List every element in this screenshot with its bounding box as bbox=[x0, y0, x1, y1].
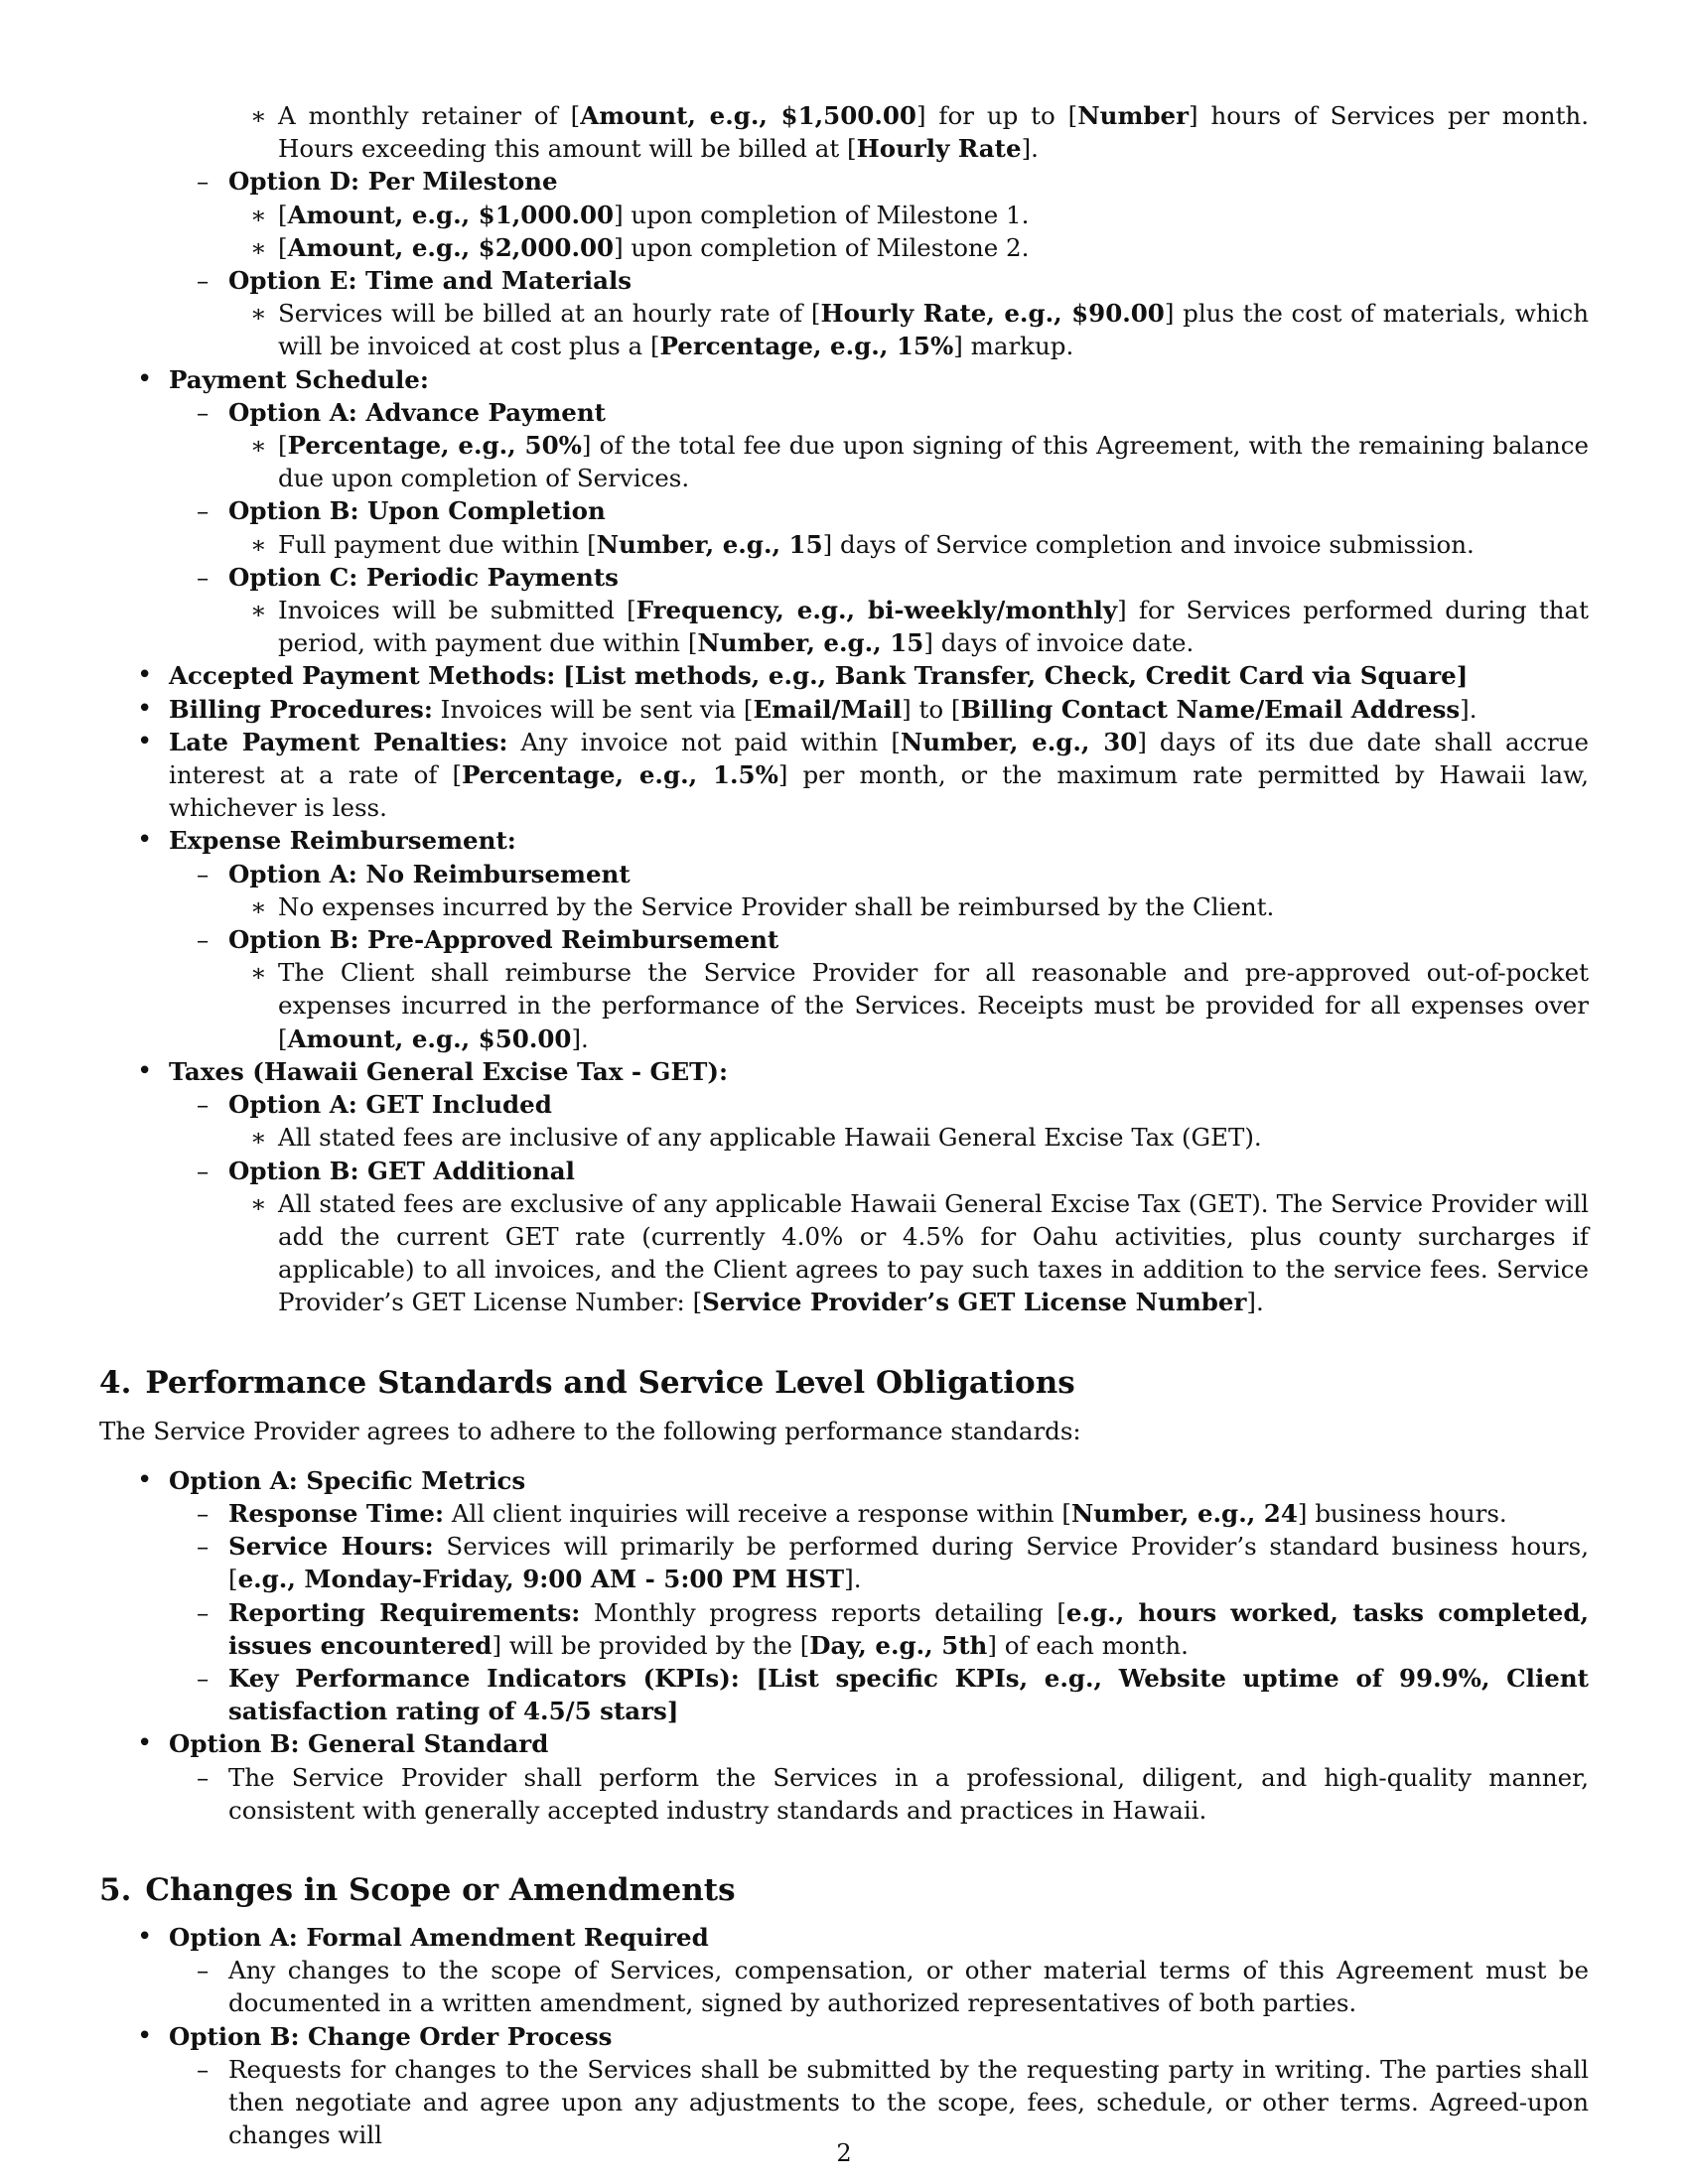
perf-option-b-text bbox=[169, 1761, 1589, 1827]
billing-via: Email/Mail bbox=[753, 694, 903, 724]
perf-option-a bbox=[99, 1464, 1589, 1728]
tax-option-b-title: Option B: GET Additional bbox=[228, 1156, 575, 1185]
payment-methods-value: [List methods, e.g., Bank Transfer, Check, Credit Card via Square] bbox=[563, 661, 1469, 691]
late-payment-label: Late Payment Penalties: bbox=[169, 727, 508, 756]
section-4-intro: The Service Provider agrees to adhere to the following performance standards: bbox=[99, 1416, 1081, 1445]
section-4-heading bbox=[99, 1363, 1589, 1403]
service-hours-text: Services will primarily be performed during Service Provider’s standard business hours, [ bbox=[228, 1532, 1589, 1594]
amend-option-b-title: Option B: Change Order Process bbox=[169, 2021, 613, 2051]
expense-item bbox=[99, 824, 1589, 1054]
section-5-number: 5. bbox=[99, 1871, 132, 1908]
expense-option-b bbox=[169, 923, 1589, 1055]
response-time-text: ] business hours. bbox=[1297, 1498, 1507, 1528]
tm-text: Services will be billed at an hourly rate of [ bbox=[278, 299, 821, 329]
amend-option-a-title: Option A: Formal Amendment Required bbox=[169, 1922, 709, 1952]
reporting-text: Monthly progress reports detailing [ bbox=[580, 1597, 1066, 1627]
late-payment-item bbox=[99, 726, 1589, 825]
tax-option-a-list bbox=[228, 1121, 1589, 1154]
billing-label: Billing Procedures: bbox=[169, 694, 433, 724]
expense-option-a-text bbox=[228, 890, 1589, 923]
option-d-item bbox=[169, 165, 1589, 264]
tax-option-b-body: All stated fees are exclusive of any applicable Hawaii General Excise Tax (GET). The Service Provider will add the current GET rate (currently 4.0% or 4.5% for Oahu activities, plus county surcharges if applicable) to all invoices, and the Client agrees to pay such taxes in addition to the service fees. Service Provider’s GET License Number: [ bbox=[278, 1188, 1589, 1317]
milestone-2-text: ] upon completion of Milestone 2. bbox=[614, 232, 1030, 262]
amend-option-a bbox=[99, 1921, 1589, 2020]
expense-option-b-body: ]. bbox=[571, 1024, 589, 1053]
perf-option-b bbox=[99, 1727, 1589, 1827]
perf-option-a-list bbox=[169, 1497, 1589, 1727]
retainer-text: ]. bbox=[1021, 134, 1039, 164]
reporting-value: e.g., hours worked, tasks completed, issues encountered bbox=[228, 1597, 1589, 1660]
milestone-1-text: ] upon completion of Milestone 1. bbox=[614, 200, 1030, 229]
expense-option-b-title: Option B: Pre-Approved Reimbursement bbox=[228, 925, 779, 955]
ps-option-b-body: Full payment due within [ bbox=[278, 529, 597, 559]
bracket: [ bbox=[278, 200, 288, 229]
section-4-number: 4. bbox=[99, 1364, 132, 1401]
ps-option-c-list bbox=[228, 594, 1589, 659]
payment-schedule-options bbox=[169, 396, 1589, 660]
expense-option-b-amount: Amount, e.g., $50.00 bbox=[287, 1024, 572, 1053]
ps-option-c-frequency: Frequency, e.g., bi-weekly/monthly bbox=[635, 596, 1118, 625]
tax-option-a-body: All stated fees are inclusive of any applicable Hawaii General Excise Tax (GET). bbox=[278, 1123, 1262, 1153]
ps-option-c-body: Invoices will be submitted [ bbox=[278, 596, 636, 625]
response-time-text: All client inquiries will receive a response within [ bbox=[444, 1498, 1071, 1528]
payment-methods-item bbox=[99, 659, 1589, 692]
bracket: [ bbox=[278, 431, 288, 461]
ps-option-b-text bbox=[228, 528, 1589, 561]
reporting-day: Day, e.g., 5th bbox=[809, 1630, 988, 1660]
ps-option-b-list bbox=[228, 528, 1589, 561]
kpi-item bbox=[169, 1662, 1589, 1727]
ps-option-a-text bbox=[228, 429, 1589, 494]
page-number: 2 bbox=[836, 2139, 852, 2167]
billing-text: ] to [ bbox=[902, 694, 961, 724]
expense-option-b-body: The Client shall reimburse the Service Provider for all reasonable and pre-approved out-of-pocket expenses incurred in the performance of the Services. Receipts must be provided for all expenses over [ bbox=[278, 958, 1589, 1053]
ps-option-c-title: Option C: Periodic Payments bbox=[228, 562, 619, 592]
expense-option-a bbox=[169, 858, 1589, 923]
ps-option-b bbox=[169, 494, 1589, 560]
late-payment-percentage: Percentage, e.g., 1.5% bbox=[462, 760, 778, 790]
tax-option-a bbox=[169, 1088, 1589, 1154]
response-time-item bbox=[169, 1497, 1589, 1530]
taxes-item bbox=[99, 1055, 1589, 1319]
amend-option-b-list bbox=[169, 2053, 1589, 2152]
amend-option-b bbox=[99, 2020, 1589, 2152]
tax-option-b-license: Service Provider’s GET License Number bbox=[702, 1288, 1247, 1317]
milestone-2 bbox=[228, 231, 1589, 264]
retainer-list bbox=[228, 99, 1589, 165]
ps-option-c-number: Number, e.g., 15 bbox=[697, 628, 924, 658]
taxes-title: Taxes (Hawaii General Excise Tax - GET): bbox=[169, 1056, 729, 1086]
expense-option-a-body: No expenses incurred by the Service Provider shall be reimbursed by the Client. bbox=[278, 891, 1275, 921]
service-hours-value: e.g., Monday-Friday, 9:00 AM - 5:00 PM HST bbox=[237, 1565, 845, 1594]
section-5-list bbox=[99, 1921, 1589, 2151]
retainer-text: A monthly retainer of [ bbox=[278, 101, 581, 130]
expense-option-a-title: Option A: No Reimbursement bbox=[228, 859, 631, 888]
perf-option-b-list bbox=[169, 1761, 1589, 1827]
option-c-continuation bbox=[169, 99, 1589, 165]
amend-option-a-body: Any changes to the scope of Services, compensation, or other material terms of this Agreement must be documented in a written amendment, signed by authorized representatives of both parties. bbox=[228, 1956, 1589, 2018]
milestone-list bbox=[228, 199, 1589, 264]
reporting-item bbox=[169, 1596, 1589, 1662]
option-e-title: Option E: Time and Materials bbox=[228, 266, 633, 296]
ps-option-a bbox=[169, 396, 1589, 495]
taxes-options bbox=[169, 1088, 1589, 1318]
late-payment-number: Number, e.g., 30 bbox=[900, 727, 1138, 756]
ps-option-b-number: Number, e.g., 15 bbox=[596, 529, 823, 559]
milestone-2-amount: Amount, e.g., $2,000.00 bbox=[287, 232, 615, 262]
section-4-list bbox=[99, 1464, 1589, 1827]
tm-rate: Hourly Rate, e.g., $90.00 bbox=[820, 299, 1165, 329]
compensation-continuation bbox=[99, 99, 1589, 363]
ps-option-c-text bbox=[228, 594, 1589, 659]
billing-text: Invoices will be sent via [ bbox=[432, 694, 754, 724]
option-d-title: Option D: Per Milestone bbox=[228, 167, 558, 197]
tax-option-a-text bbox=[228, 1121, 1589, 1154]
late-payment-text: Any invoice not paid within [ bbox=[507, 727, 901, 756]
payment-schedule-item bbox=[99, 363, 1589, 660]
expense-option-a-list bbox=[228, 890, 1589, 923]
perf-option-b-title: Option B: General Standard bbox=[169, 1729, 549, 1759]
retainer-amount: Amount, e.g., $1,500.00 bbox=[580, 101, 916, 130]
retainer-text: ] for up to [ bbox=[915, 101, 1078, 130]
milestone-1 bbox=[228, 199, 1589, 231]
tax-option-b-text bbox=[228, 1187, 1589, 1319]
section-5-heading bbox=[99, 1870, 1589, 1910]
tax-option-a-title: Option A: GET Included bbox=[228, 1090, 552, 1120]
service-hours-item bbox=[169, 1530, 1589, 1595]
section-3-list bbox=[99, 99, 1589, 1319]
ps-option-a-title: Option A: Advance Payment bbox=[228, 397, 606, 427]
section-5-title: Changes in Scope or Amendments bbox=[145, 1871, 736, 1908]
tax-option-b bbox=[169, 1155, 1589, 1319]
compensation-options bbox=[99, 99, 1589, 363]
retainer-rate: Hourly Rate bbox=[856, 134, 1022, 164]
ps-option-c-body: ] days of invoice date. bbox=[923, 628, 1195, 658]
payment-schedule-title: Payment Schedule: bbox=[169, 364, 429, 394]
ps-option-c bbox=[169, 561, 1589, 660]
ps-option-a-list bbox=[228, 429, 1589, 494]
reporting-text: ] will be provided by the [ bbox=[492, 1630, 810, 1660]
response-time-number: Number, e.g., 24 bbox=[1070, 1498, 1298, 1528]
ps-option-a-percentage: Percentage, e.g., 50% bbox=[287, 431, 582, 461]
tm-text: ] markup. bbox=[953, 332, 1074, 361]
late-payment-text: ] days of its due date shall accrue interest at a rate of [ bbox=[169, 727, 1590, 790]
expense-title: Expense Reimbursement: bbox=[169, 826, 516, 856]
option-e-item bbox=[169, 264, 1589, 363]
billing-text: ]. bbox=[1460, 694, 1477, 724]
expense-options bbox=[169, 858, 1589, 1055]
ps-option-c-body: ] for Services performed during that period, with payment due within [ bbox=[278, 596, 1589, 658]
retainer-item bbox=[228, 99, 1589, 165]
ps-option-b-title: Option B: Upon Completion bbox=[228, 496, 606, 526]
kpi-label: Key Performance Indicators (KPIs): bbox=[228, 1663, 740, 1693]
bracket: [ bbox=[278, 232, 288, 262]
tm-text: ] plus the cost of materials, which will be invoiced at cost plus a [ bbox=[278, 299, 1590, 361]
section-4-title: Performance Standards and Service Level Obligations bbox=[145, 1364, 1075, 1401]
retainer-number: Number bbox=[1077, 101, 1189, 130]
perf-option-b-body: The Service Provider shall perform the Services in a professional, diligent, and high-quality manner, consistent with generally accepted industry standards and practices in Hawaii. bbox=[228, 1762, 1589, 1825]
response-time-label: Response Time: bbox=[228, 1498, 445, 1528]
service-hours-text: ]. bbox=[844, 1565, 862, 1594]
late-payment-text: ] per month, or the maximum rate permitted by Hawaii law, whichever is less. bbox=[169, 760, 1589, 823]
reporting-label: Reporting Requirements: bbox=[228, 1597, 581, 1627]
retainer-text: ] hours of Services per month. Hours exceeding this amount will be billed at [ bbox=[278, 101, 1589, 164]
amend-option-a-text bbox=[169, 1954, 1589, 2019]
billing-contact: Billing Contact Name/Email Address bbox=[960, 694, 1461, 724]
page-content bbox=[99, 99, 1589, 2151]
amend-option-a-list bbox=[169, 1954, 1589, 2019]
expense-option-b-text bbox=[228, 956, 1589, 1055]
amend-option-b-text bbox=[169, 2053, 1589, 2152]
milestone-1-amount: Amount, e.g., $1,000.00 bbox=[287, 200, 615, 229]
perf-option-a-title: Option A: Specific Metrics bbox=[169, 1465, 526, 1495]
tm-percentage: Percentage, e.g., 15% bbox=[659, 332, 954, 361]
kpi-value: [List specific KPIs, e.g., Website uptime of 99.9%, Client satisfaction rating of 4.5/5 stars] bbox=[228, 1663, 1589, 1726]
tm-list bbox=[228, 297, 1589, 362]
billing-item bbox=[99, 693, 1589, 726]
expense-option-b-list bbox=[228, 956, 1589, 1055]
tax-option-b-list bbox=[228, 1187, 1589, 1319]
ps-option-a-body: ] of the total fee due upon signing of this Agreement, with the remaining balance due upon completion of Services. bbox=[278, 431, 1589, 493]
payment-methods-label: Accepted Payment Methods: bbox=[169, 661, 556, 691]
service-hours-label: Service Hours: bbox=[228, 1532, 434, 1562]
tm-item bbox=[228, 297, 1589, 362]
reporting-text: ] of each month. bbox=[987, 1630, 1189, 1660]
tax-option-b-body: ]. bbox=[1246, 1288, 1264, 1317]
amend-option-b-body: Requests for changes to the Services shall be submitted by the requesting party in writing. The parties shall then negotiate and agree upon any adjustments to the scope, fees, schedule, or other terms. Agreed-upon changes will bbox=[228, 2054, 1589, 2150]
ps-option-b-body: ] days of Service completion and invoice submission. bbox=[822, 529, 1475, 559]
